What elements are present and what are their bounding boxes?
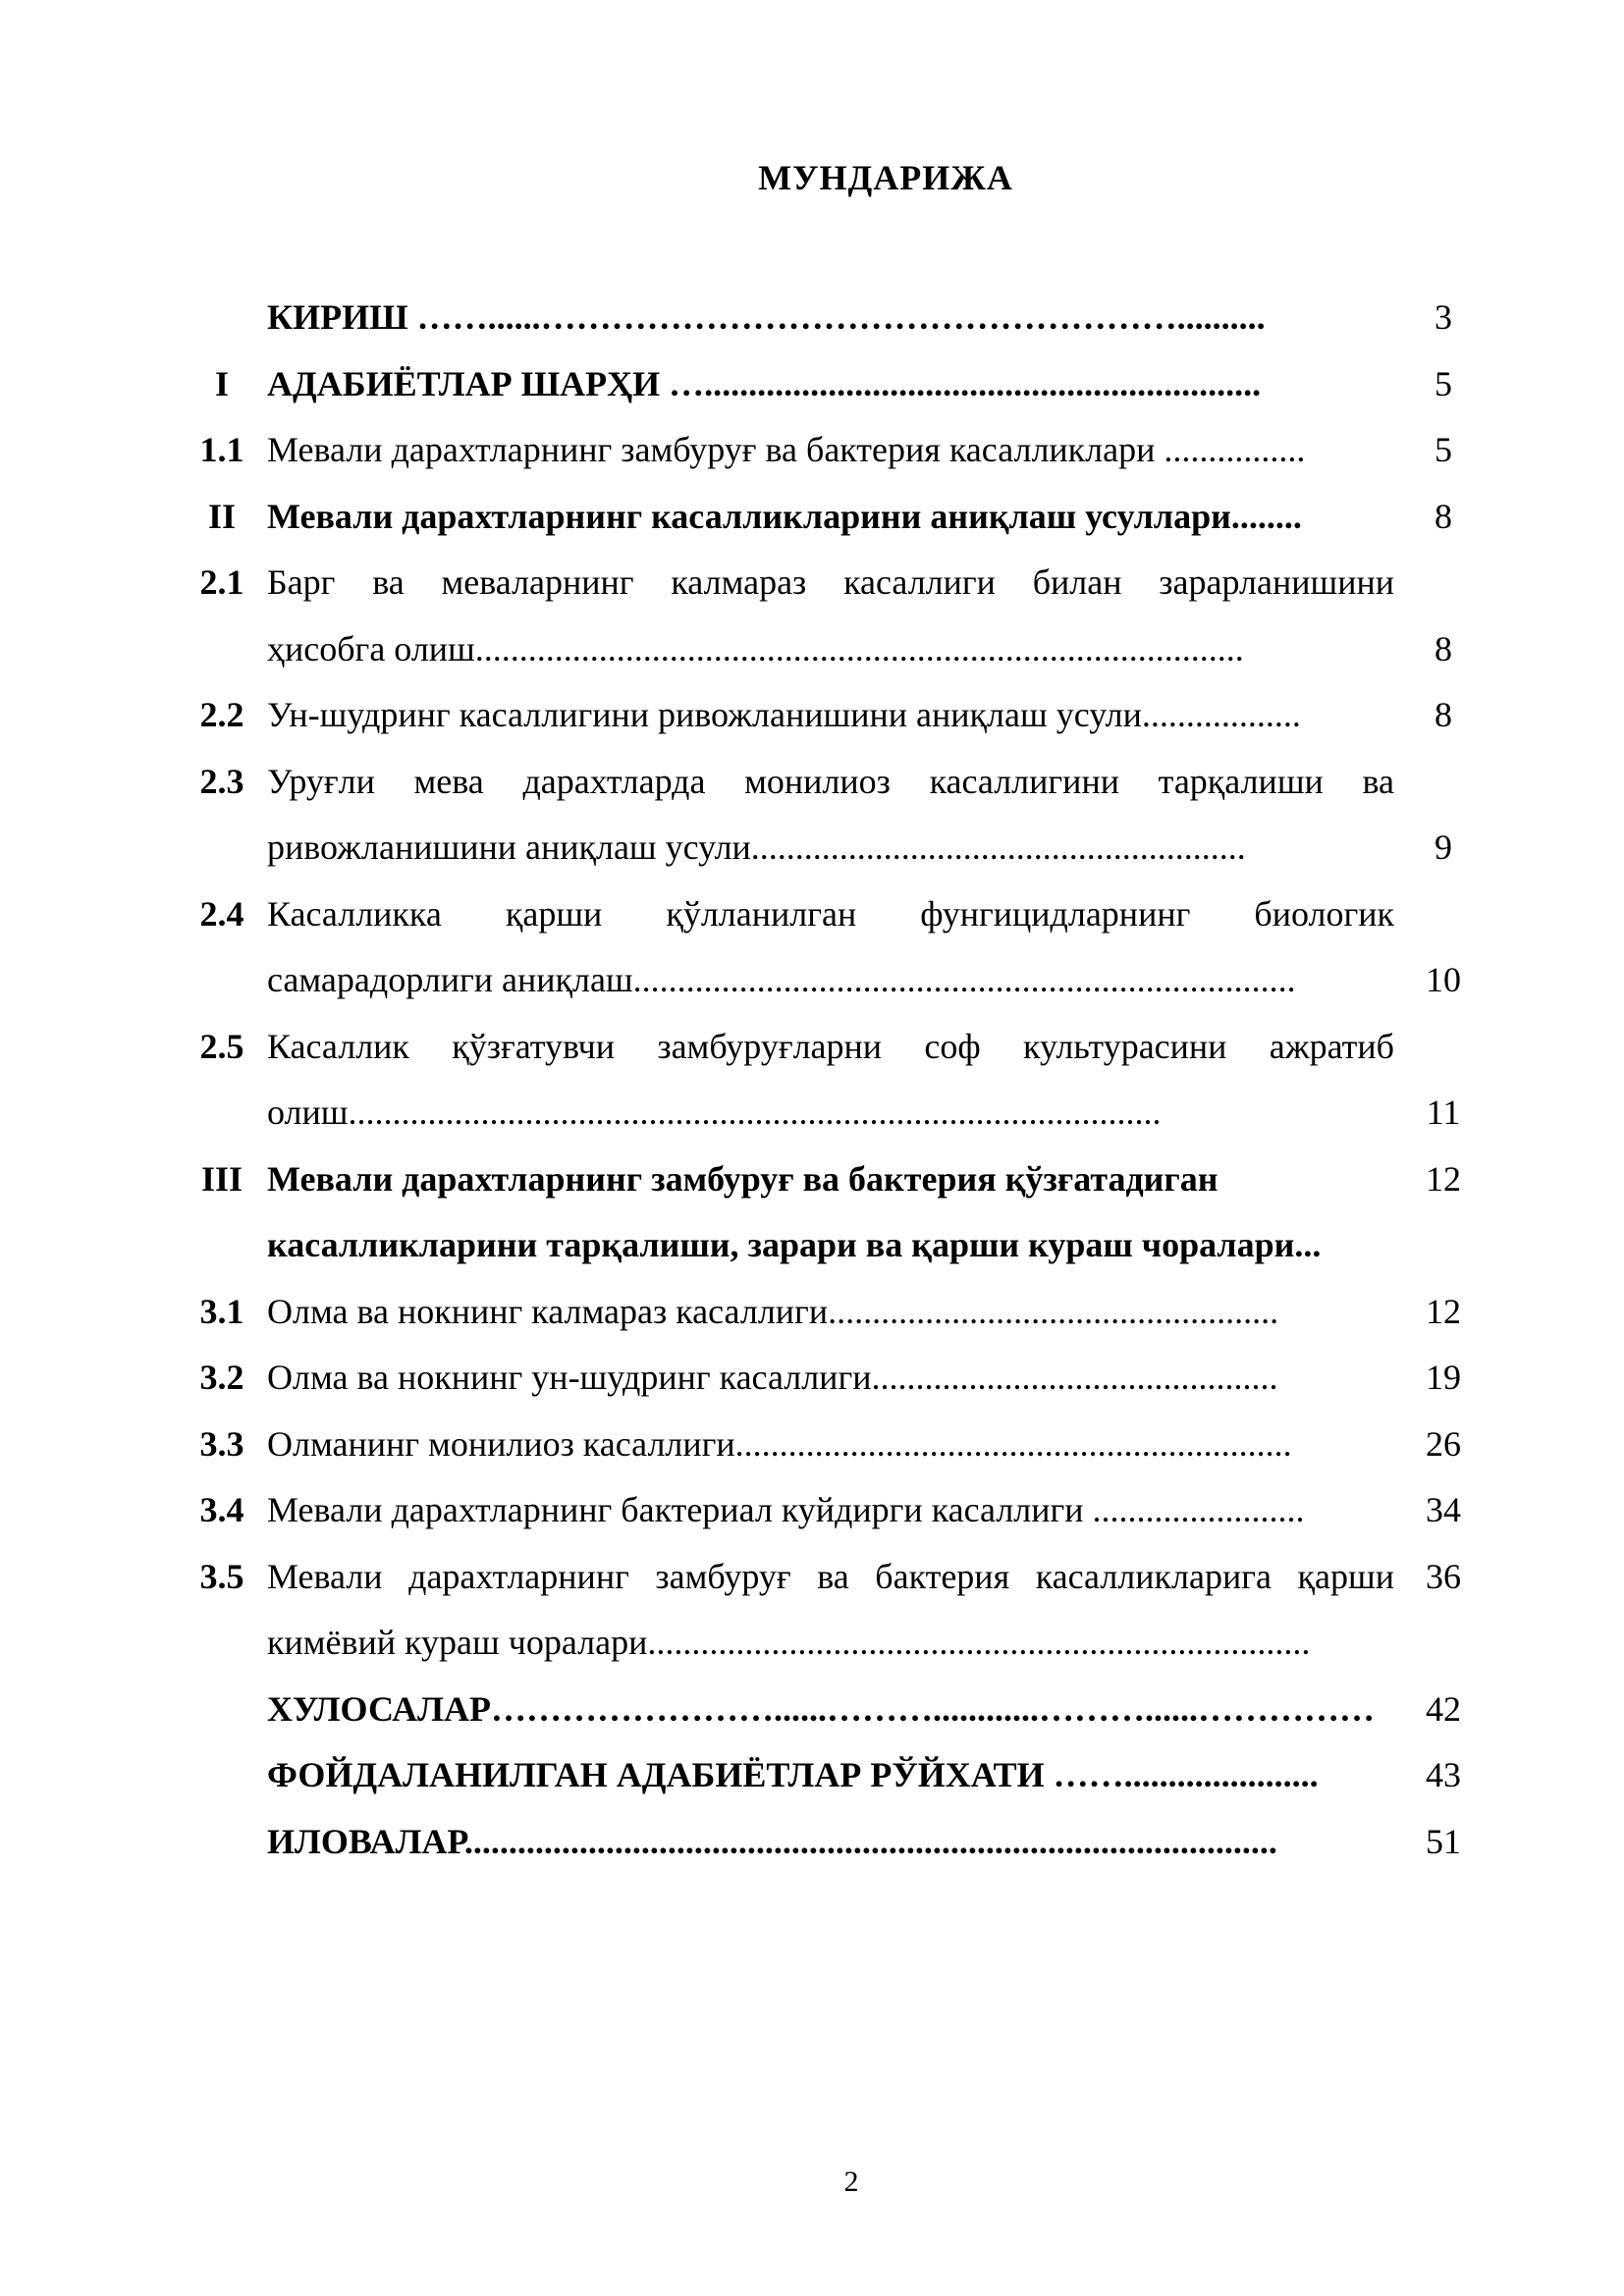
toc-entry-page: 8 <box>1435 496 1452 536</box>
toc-entry-title-line-2: самарадорлиги аниқлаш........................................................................... <box>267 960 1296 999</box>
toc-entry-title-line-1: Касаллик қўзғатувчи замбуруғларни соф культурасини ажратиб <box>267 1026 1394 1066</box>
toc-entry-page: 36 <box>1426 1556 1461 1596</box>
toc-entry-page: 51 <box>1426 1821 1461 1861</box>
toc-entry-3-1 <box>177 1279 1492 1346</box>
toc-entry-number: II <box>207 496 237 536</box>
toc-entry-page: 12 <box>1426 1158 1461 1199</box>
toc-entry-page: 5 <box>1435 430 1452 469</box>
toc-entry-2-1 <box>177 550 1492 682</box>
toc-entry-page: 9 <box>1435 828 1452 867</box>
toc-entry-title: Мевали дарахтларнинг касалликларини аниқлаш усуллари........ <box>267 496 1302 536</box>
toc-entry-3-4 <box>177 1477 1492 1544</box>
toc-entry-title <box>267 1544 1394 1677</box>
toc-entry-conclusions <box>177 1677 1492 1743</box>
toc-entry-title-line-1: Касалликка қарши қўлланилган фунгицидларнинг биологик <box>267 893 1394 934</box>
toc-entry-title: Мевали дарахтларнинг замбуруғ ва бактерия касалликлари ................ <box>267 430 1306 469</box>
toc-entry-section-1 <box>177 351 1492 418</box>
toc-entry-number: 3.3 <box>199 1423 244 1464</box>
toc-entry-number: I <box>214 363 229 403</box>
toc-entry-number: 3.4 <box>199 1490 244 1529</box>
toc-entry-2-3 <box>177 749 1492 881</box>
toc-entry-appendices <box>177 1809 1492 1876</box>
toc-entry-references <box>177 1742 1492 1809</box>
toc-entry-page: 43 <box>1426 1755 1461 1794</box>
toc-entry-title-line-1: Мевали дарахтларнинг замбуруғ ва бактерия касалликларига қарши <box>267 1556 1394 1596</box>
toc-entry-page: 19 <box>1426 1358 1461 1397</box>
toc-entry-number: 3.1 <box>199 1291 244 1331</box>
toc-entry-title <box>267 749 1394 881</box>
toc-entry-number: 3.2 <box>199 1358 244 1397</box>
toc-entry-title-line-1: Мевали дарахтларнинг замбуруғ ва бактерия қўзғатадиган <box>267 1158 1218 1199</box>
toc-entry-page: 10 <box>1426 960 1461 999</box>
toc-entry-section-2 <box>177 484 1492 551</box>
toc-entry-3-5 <box>177 1544 1492 1677</box>
table-of-contents <box>177 285 1492 1875</box>
toc-entry-page: 26 <box>1426 1423 1461 1464</box>
toc-entry-title-line-2: ҳисобга олиш....................................................................................... <box>267 628 1244 668</box>
toc-entry-title-line-1: Барг ва меваларнинг калмараз касаллиги билан зарарланишини <box>267 562 1394 602</box>
toc-entry-page: 34 <box>1426 1490 1461 1529</box>
toc-entry-title: Олма ва нокнинг ун-шудринг касаллиги.............................................. <box>267 1358 1278 1397</box>
toc-entry-number: III <box>200 1158 244 1199</box>
toc-entry-title-line-2: олиш............................................................................................ <box>267 1093 1162 1132</box>
toc-entry-title: Олма ва нокнинг калмараз касаллиги................................................... <box>267 1291 1279 1331</box>
toc-entry-number: 2.5 <box>199 1026 244 1066</box>
toc-entry-number: 1.1 <box>199 430 244 469</box>
toc-entry-title: АДАБИЁТЛАР ШАРҲИ …............................................................... <box>267 363 1262 403</box>
toc-entry-3-3 <box>177 1412 1492 1478</box>
toc-entry-page: 8 <box>1435 695 1452 734</box>
toc-entry-page: 8 <box>1435 628 1452 668</box>
toc-entry-page: 11 <box>1426 1093 1461 1132</box>
toc-entry-page: 3 <box>1435 297 1452 337</box>
toc-entry-title: ФОЙДАЛАНИЛГАН АДАБИЁТЛАР РЎЙХАТИ ……...................... <box>267 1755 1319 1794</box>
toc-entry-page: 12 <box>1426 1291 1461 1331</box>
toc-entry-1-1 <box>177 417 1492 484</box>
toc-entry-title-line-2: кимёвий кураш чоралари........................................................................... <box>267 1623 1311 1662</box>
toc-entry-title: КИРИШ ……......……………………………………………….......... <box>267 297 1266 337</box>
toc-entry-title: Ун-шудринг касаллигини ривожланишини аниқлаш усули.................. <box>267 695 1301 734</box>
toc-entry-3-2 <box>177 1345 1492 1412</box>
toc-entry-2-5 <box>177 1014 1492 1147</box>
page-number: 2 <box>843 2165 859 2198</box>
toc-entry-title: ХУЛОСАЛАР……………………......………............………......…………… <box>267 1688 1375 1729</box>
toc-entry-number: 2.3 <box>199 761 244 801</box>
toc-entry-number: 2.4 <box>199 893 244 934</box>
toc-entry-title: Олманинг монилиоз касаллиги............................................................... <box>267 1423 1292 1464</box>
toc-entry-number: 3.5 <box>199 1556 244 1596</box>
toc-entry-title <box>267 1147 1394 1279</box>
toc-entry-kirish <box>177 285 1492 351</box>
toc-entry-title <box>267 1014 1394 1147</box>
toc-entry-page: 5 <box>1435 363 1452 403</box>
toc-entry-section-3 <box>177 1147 1492 1279</box>
toc-entry-page: 42 <box>1426 1688 1461 1729</box>
toc-entry-2-4 <box>177 881 1492 1014</box>
page-title: МУНДАРИЖА <box>758 158 1013 197</box>
toc-entry-title-line-2: касалликларини тарқалиши, зарари ва қарши кураш чоралари... <box>267 1225 1322 1264</box>
toc-entry-2-2 <box>177 682 1492 749</box>
toc-entry-number: 2.2 <box>199 695 244 734</box>
toc-entry-title <box>267 881 1394 1014</box>
toc-entry-title: Мевали дарахтларнинг бактериал куйдирги касаллиги ........................ <box>267 1490 1305 1529</box>
toc-entry-title: ИЛОВАЛАР............................................................................................ <box>267 1821 1277 1861</box>
toc-entry-title <box>267 550 1394 682</box>
toc-entry-number: 2.1 <box>199 562 244 602</box>
toc-entry-title-line-1: Уруғли мева дарахтларда монилиоз касаллигини тарқалиши ва <box>267 761 1394 801</box>
toc-entry-title-line-2: ривожланишини аниқлаш усули........................................................ <box>267 828 1246 867</box>
